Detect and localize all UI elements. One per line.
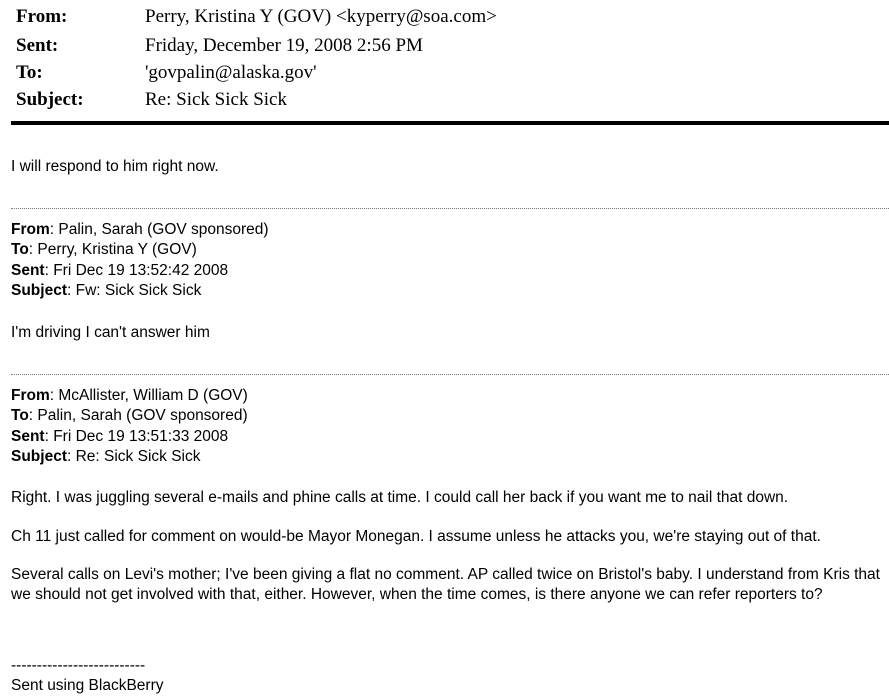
msg2-from-row [11, 386, 248, 406]
msg2-from-label: From [11, 387, 50, 404]
msg1-sent-row [11, 261, 228, 281]
header-subject-label: Subject: [16, 89, 84, 110]
header-from-label: From: [16, 6, 68, 27]
dotted-separator-2 [11, 374, 889, 375]
header-to-value: 'govpalin@alaska.gov' [145, 62, 317, 83]
msg2-paragraph-3: Several calls on Levi's mother; I've been giving a flat no comment. AP called twice on Bristol's baby. I understand from Kris that we should not get involved with that, either. However, when the time comes, is there anyone we can refer reporters to? [11, 566, 880, 603]
signature-separator: -------------------------- [11, 657, 146, 674]
msg2-paragraph-1: Right. I was juggling several e-mails and phine calls at time. I could call her back if you want me to nail that down. [11, 489, 789, 506]
header-divider [11, 121, 889, 125]
header-from-value: Perry, Kristina Y (GOV) <kyperry@soa.com> [145, 6, 497, 27]
msg1-subject-row [11, 281, 201, 301]
header-subject-value: Re: Sick Sick Sick [145, 89, 287, 110]
msg2-subject-value: : Re: Sick Sick Sick [66, 448, 201, 465]
msg2-paragraph-2: Ch 11 just called for comment on would-be Mayor Monegan. I assume unless he attacks you, we're staying out of that. [11, 528, 821, 545]
msg2-sent-row [11, 427, 228, 447]
msg1-from-label: From [11, 221, 50, 238]
msg1-from-row [11, 220, 269, 240]
msg2-to-value: : Palin, Sarah (GOV sponsored) [28, 407, 248, 424]
msg1-sent-label: Sent [11, 262, 45, 279]
msg1-from-value: : Palin, Sarah (GOV sponsored) [49, 221, 269, 238]
dotted-separator-1 [11, 208, 889, 209]
msg1-to-value: : Perry, Kristina Y (GOV) [28, 241, 197, 258]
msg2-subject-row [11, 447, 200, 467]
header-sent-label: Sent: [16, 35, 59, 56]
msg1-subject-value: : Fw: Sick Sick Sick [66, 282, 202, 299]
msg2-subject-label: Subject [11, 448, 67, 465]
msg1-body: I'm driving I can't answer him [11, 324, 210, 341]
msg2-from-value: : McAllister, William D (GOV) [49, 387, 248, 404]
msg2-sent-value: : Fri Dec 19 13:51:33 2008 [44, 428, 229, 445]
msg1-subject-label: Subject [11, 282, 67, 299]
reply-body: I will respond to him right now. [11, 158, 219, 175]
msg1-to-label: To [11, 241, 29, 258]
signature: Sent using BlackBerry [11, 677, 164, 694]
msg1-sent-value: : Fri Dec 19 13:52:42 2008 [44, 262, 229, 279]
header-to-label: To: [16, 62, 43, 83]
msg1-to-row [11, 240, 197, 260]
header-sent-value: Friday, December 19, 2008 2:56 PM [145, 35, 423, 56]
msg2-to-row [11, 406, 248, 426]
msg2-sent-label: Sent [11, 428, 45, 445]
msg2-to-label: To [11, 407, 29, 424]
